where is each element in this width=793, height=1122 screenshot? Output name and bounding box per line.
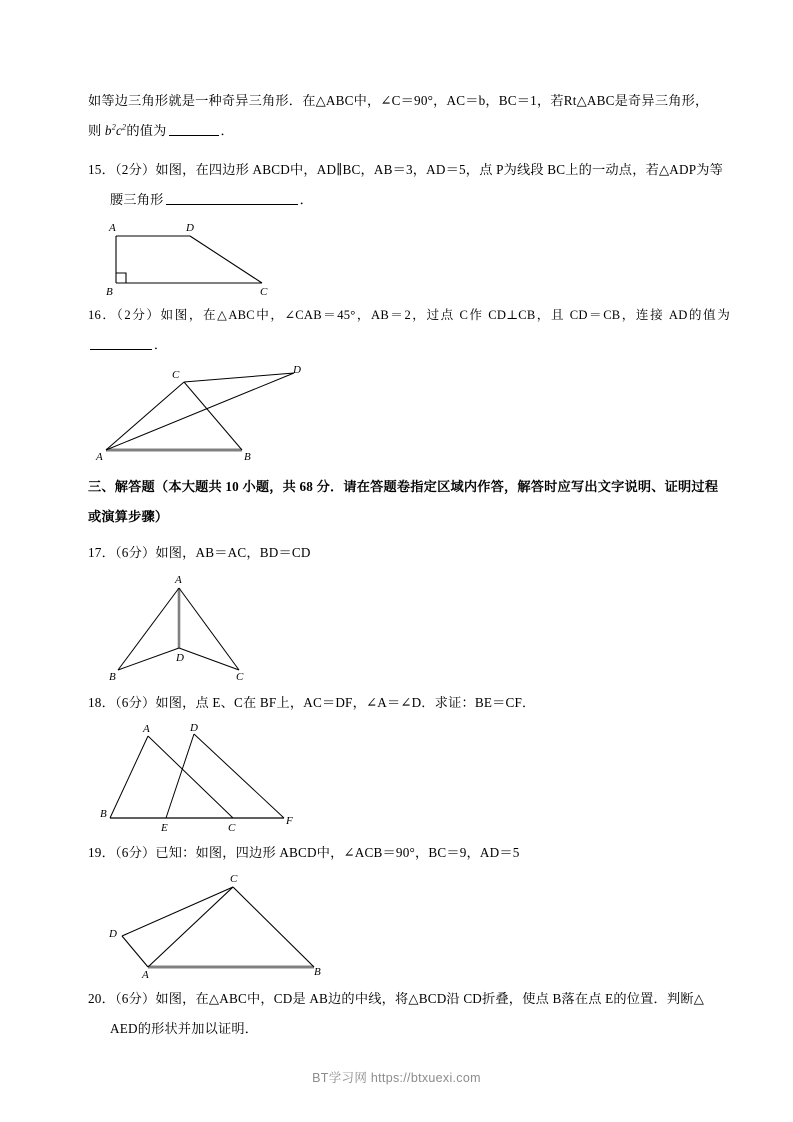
answer-blank-16[interactable] xyxy=(90,336,152,350)
figure-q17-label-A: A xyxy=(175,574,182,586)
figure-q19-label-A: A xyxy=(142,969,149,978)
question-20 xyxy=(88,984,730,1044)
q16-text-b: 的值为 xyxy=(687,308,730,322)
q14-line2-end: ． xyxy=(220,123,234,138)
q14-expr-b: $b^2$ xyxy=(104,122,116,138)
question-18 xyxy=(88,688,730,718)
q14-line2-post: 的值为 xyxy=(126,123,167,138)
figure-q16-svg xyxy=(94,362,304,462)
q15-text-1: 如图，在四边形 ABCD中，AD∥BC，AB＝3，AD＝5，点 P为线段 BC上的一动点，若△ADP为等 xyxy=(155,162,724,177)
figure-q19-svg xyxy=(96,870,336,978)
q20-score: （6分） xyxy=(114,991,156,1006)
q19-text: 已知：如图，四边形 ABCD中，∠ACB＝90°，BC＝9，AD＝5 xyxy=(155,845,520,860)
q16-text-a: 如图，在△ABC中，∠CAB＝45°，AB＝2，过点 C作 CD⊥CB，且 CD＝CB，连接 AD xyxy=(160,308,688,322)
q15-text-2: 腰三角形 xyxy=(110,192,164,207)
answer-blank-15[interactable] xyxy=(166,191,298,205)
figure-q18-label-D: D xyxy=(190,722,198,734)
figure-q18-label-E: E xyxy=(161,822,168,832)
figure-q19 xyxy=(96,870,730,978)
q18-number: 18． xyxy=(88,695,115,710)
q18-score: （6分） xyxy=(114,695,156,710)
q16-score: （2分） xyxy=(116,308,161,322)
q15-score: （2分） xyxy=(114,162,156,177)
section-3-line-1: 三、解答题（本大题共 10 小题，共 68 分．请在答题卷指定区域内作答，解答时应写出文字说明、证明过程 xyxy=(88,479,719,494)
figure-q17-label-D: D xyxy=(176,652,184,664)
figure-q18-label-B: B xyxy=(100,808,107,820)
q15-line-1 xyxy=(88,155,730,185)
figure-q18-label-C: C xyxy=(228,822,236,832)
q18-text: 如图，点 E、C在 BF上，AC＝DF，∠A＝∠D．求证：BE＝CF． xyxy=(155,695,536,710)
q19-number: 19． xyxy=(88,845,115,860)
q15-line2-end: ． xyxy=(299,192,313,207)
figure-q15-label-D: D xyxy=(186,222,194,234)
q17-number: 17． xyxy=(88,545,115,560)
q19-line-1 xyxy=(88,838,730,868)
page-content xyxy=(88,86,730,1044)
figure-q17 xyxy=(106,570,730,680)
figure-q16-label-C: C xyxy=(172,369,180,381)
q14-line-2 xyxy=(88,116,730,146)
q15-line-2 xyxy=(88,185,730,215)
q17-score: （6分） xyxy=(114,545,156,560)
q15-number: 15． xyxy=(88,162,115,177)
figure-q17-svg xyxy=(106,570,316,680)
figure-q18 xyxy=(98,720,730,832)
q16-number: 16． xyxy=(88,308,117,322)
figure-q18-label-A: A xyxy=(143,723,150,735)
question-17 xyxy=(88,538,730,568)
answer-blank-14[interactable] xyxy=(169,122,219,136)
q17-line-1 xyxy=(88,538,730,568)
q20-text-1: 如图，在△ABC中，CD是 AB边的中线，将△BCD沿 CD折叠，使点 B落在点 E的位置．判断△ xyxy=(155,991,705,1006)
figure-q18-label-F: F xyxy=(286,815,293,827)
q16-line-1 xyxy=(88,300,730,360)
q17-text: 如图，AB＝AC，BD＝CD xyxy=(155,545,311,560)
q20-number: 20． xyxy=(88,991,115,1006)
q18-line-1 xyxy=(88,688,730,718)
figure-q19-label-D: D xyxy=(109,928,117,940)
figure-q16-label-A: A xyxy=(96,451,103,462)
section-3-heading xyxy=(88,472,730,532)
question-15 xyxy=(88,155,730,215)
question-19 xyxy=(88,838,730,868)
figure-q19-label-B: B xyxy=(314,966,321,978)
q14-expr-c: $c^2$ xyxy=(115,122,127,138)
q14-line-1: 如等边三角形就是一种奇异三角形．在△ABC中，∠C＝90°，AC＝b，BC＝1，若Rt△ABC是奇异三角形， xyxy=(88,93,709,108)
figure-q15-svg xyxy=(94,219,294,297)
figure-q17-label-C: C xyxy=(236,671,244,680)
question-16 xyxy=(88,300,730,360)
figure-q15 xyxy=(94,219,730,297)
figure-q15-label-A: A xyxy=(109,222,116,234)
figure-q17-label-B: B xyxy=(109,671,116,680)
figure-q18-svg xyxy=(98,720,318,832)
watermark: BT学习网 https://btxuexi.com xyxy=(312,1071,481,1085)
q20-line-2: AED的形状并加以证明． xyxy=(110,1021,259,1036)
q20-line-1 xyxy=(88,984,730,1014)
figure-q16-label-B: B xyxy=(244,451,251,462)
figure-q16 xyxy=(94,362,730,462)
section-3-line-2: 或演算步骤） xyxy=(88,509,169,524)
question-14-continuation xyxy=(88,86,730,146)
figure-q16-label-D: D xyxy=(293,364,301,376)
figure-q15-label-C: C xyxy=(260,286,268,297)
figure-q15-label-B: B xyxy=(106,286,113,297)
q19-score: （6分） xyxy=(114,845,156,860)
q16-line1-end: ． xyxy=(154,338,167,352)
figure-q19-label-C: C xyxy=(230,873,238,885)
q14-line2-prefix: 则 xyxy=(88,123,105,138)
